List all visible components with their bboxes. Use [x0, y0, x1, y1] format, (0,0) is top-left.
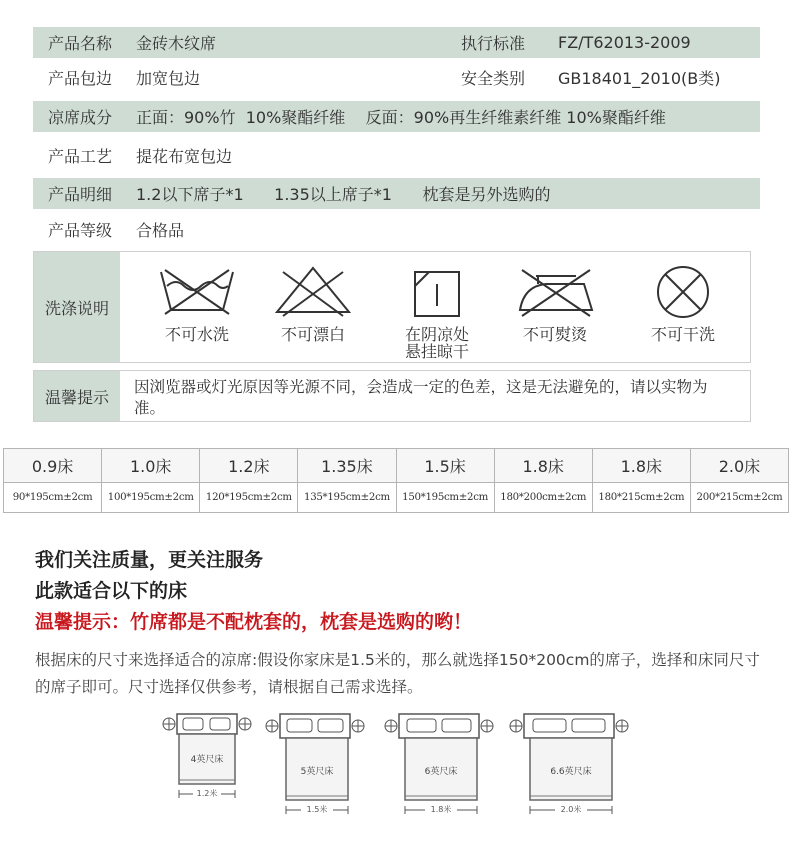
- size-header: 1.8床: [592, 449, 690, 483]
- bed-width: 2.0米: [555, 804, 587, 815]
- size-table: [3, 448, 789, 513]
- spec-value: FZ/T62013-2009: [558, 33, 691, 52]
- spec-row-edging: [33, 62, 760, 93]
- bed-label: 6.6英尺床: [550, 767, 592, 777]
- bed-width: 1.2米: [193, 788, 221, 799]
- spec-row-grade: [33, 214, 760, 245]
- care-label: 洗涤说明: [34, 252, 120, 362]
- size-dim: 90*195cm±2cm: [4, 483, 102, 513]
- spec-row-name: [33, 27, 760, 58]
- spec-value: 加宽包边: [136, 69, 201, 88]
- care-item-no-iron: [500, 264, 610, 343]
- spec-row-craft: [33, 140, 760, 171]
- spec-value: GB18401_2010(B类): [558, 69, 721, 88]
- size-dim: 100*195cm±2cm: [102, 483, 200, 513]
- bed-diagram-5ft: [263, 712, 368, 816]
- spec-value: 合格品: [136, 221, 185, 240]
- no-hand-wash-icon: [157, 264, 237, 320]
- spec-label: 产品等级: [48, 221, 113, 240]
- size-header: 1.5床: [396, 449, 494, 483]
- size-dim: 180*215cm±2cm: [592, 483, 690, 513]
- spec-value: 1.2以下席子*1 1.35以上席子*1 枕套是另外选购的: [136, 185, 551, 204]
- spec-value: 金砖木纹席: [136, 34, 217, 53]
- no-dry-clean-icon: [643, 264, 723, 320]
- care-item-no-dry-clean: [628, 264, 738, 343]
- size-dim: 180*200cm±2cm: [494, 483, 592, 513]
- care-item-no-bleach: [258, 264, 368, 343]
- care-caption-line: 在阴凉处: [404, 325, 469, 344]
- care-caption: [382, 326, 492, 360]
- bed-diagram-4ft: [160, 712, 255, 802]
- headline-pillow-notice: 温馨提示：竹席都是不配枕套的，枕套是选购的哟！: [35, 611, 473, 633]
- spec-label: 产品明细: [48, 185, 113, 204]
- size-header: 1.35床: [298, 449, 396, 483]
- spec-label: 产品工艺: [48, 147, 113, 166]
- color-notice: [33, 370, 751, 422]
- size-dim: 135*195cm±2cm: [298, 483, 396, 513]
- size-dim: 120*195cm±2cm: [200, 483, 298, 513]
- size-dim: 150*195cm±2cm: [396, 483, 494, 513]
- size-header: 2.0床: [690, 449, 788, 483]
- dry-in-shade-icon: [407, 268, 467, 320]
- headline-service: 我们关注质量，更关注服务: [35, 549, 264, 571]
- care-caption: 不可漂白: [280, 325, 345, 344]
- bed-label: 4英尺床: [190, 755, 224, 765]
- bed-diagram-6-6ft: [507, 712, 632, 816]
- spec-label: 凉席成分: [48, 108, 113, 127]
- bed-diagram-6ft: [382, 712, 497, 816]
- size-header: 1.8床: [494, 449, 592, 483]
- size-header: 0.9床: [4, 449, 102, 483]
- bed-width: 1.8米: [425, 804, 457, 815]
- spec-row-details: [33, 178, 760, 209]
- care-caption-line: 悬挂晾干: [404, 342, 469, 361]
- bed-label: 6英尺床: [424, 767, 458, 777]
- notice-label: 温馨提示: [34, 371, 120, 421]
- care-instructions: [33, 251, 751, 363]
- size-header: 1.2床: [200, 449, 298, 483]
- spec-label: 执行标准: [461, 34, 526, 53]
- spec-row-composition: [33, 101, 760, 132]
- spec-value: 提花布宽包边: [136, 147, 233, 166]
- bed-label: 5英尺床: [300, 767, 334, 777]
- bed-width: 1.5米: [301, 804, 333, 815]
- spec-label: 产品名称: [48, 34, 113, 53]
- no-iron-icon: [512, 264, 598, 320]
- size-dim: 200*215cm±2cm: [690, 483, 788, 513]
- headline-suitable-beds: 此款适合以下的床: [35, 580, 188, 602]
- care-caption: 不可水洗: [164, 325, 229, 344]
- care-caption: 不可干洗: [650, 325, 715, 344]
- size-header: 1.0床: [102, 449, 200, 483]
- size-table-dims-row: [4, 483, 789, 513]
- size-guide-paragraph: 根据床的尺寸来选择适合的凉席:假设你家床是1.5米的，那么就选择150*200cm的席子，选择和床同尺寸的席子即可。尺寸选择仅供参考，请根据自己需求选择。: [35, 651, 760, 696]
- care-caption: 不可熨烫: [522, 325, 587, 344]
- size-table-header-row: [4, 449, 789, 483]
- spec-label: 产品包边: [48, 69, 113, 88]
- no-bleach-icon: [273, 264, 353, 320]
- spec-value: 正面：90%竹 10%聚酯纤维 反面：90%再生纤维素纤维 10%聚酯纤维: [136, 108, 666, 127]
- care-item-dry-in-shade: [382, 268, 492, 360]
- notice-text: 因浏览器或灯光原因等光源不同，会造成一定的色差，这是无法避免的，请以实物为准。: [134, 378, 708, 417]
- spec-label: 安全类别: [461, 69, 526, 88]
- care-item-no-hand-wash: [142, 264, 252, 343]
